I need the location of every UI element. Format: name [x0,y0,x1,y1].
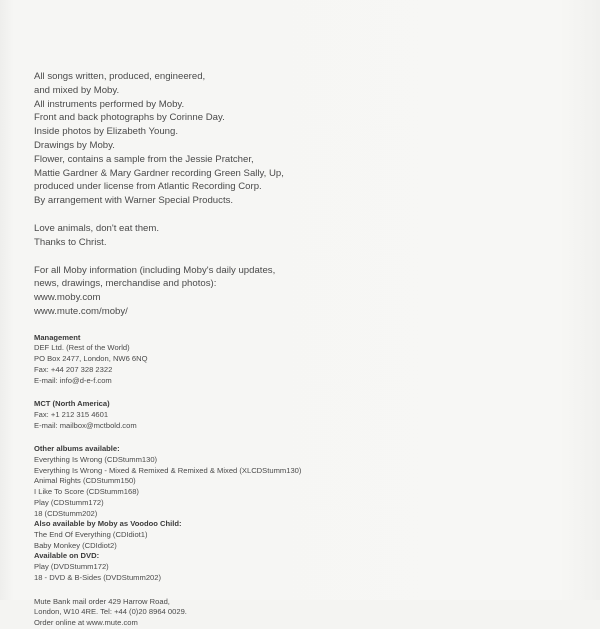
credit-line: By arrangement with Warner Special Products. [34,195,234,207]
album-item: I Like To Score (CDStumm168) [34,487,139,497]
management-line: DEF Ltd. (Rest of the World) [34,343,130,353]
credit-line: and mixed by Moby. [34,84,120,96]
credit-line: Drawings by Moby. [34,139,115,151]
album-item: Animal Rights (CDStumm150) [34,476,136,486]
dvd-item: Play (DVDStumm172) [34,562,109,572]
album-item: Everything Is Wrong (CDStumm130) [34,455,158,465]
website-mute: www.mute.com/moby/ [34,305,128,317]
credit-line: Flower, contains a sample from the Jessie Pratcher, [34,153,254,165]
credits-text-column [34,70,454,629]
website-moby: www.moby.com [34,292,101,304]
mct-line: E-mail: mailbox@mctbold.com [34,420,137,430]
note-line: Thanks to Christ. [34,236,107,248]
credit-line: Inside photos by Elizabeth Young. [34,126,179,138]
mail-order-info [34,597,454,629]
credit-line: Mattie Gardner & Mary Gardner recording Green Sally, Up, [34,167,284,179]
info-line: news, drawings, merchandise and photos): [34,278,217,290]
dvd-item: 18 - DVD & B-Sides (DVDStumm202) [34,572,162,582]
management-contact [34,333,454,387]
management-line: Fax: +44 207 328 2322 [34,364,113,374]
album-item: 18 (CDStumm202) [34,508,98,518]
management-heading: Management [34,332,81,342]
management-line: E-mail: info@d-e-f.com [34,375,112,385]
mct-line: Fax: +1 212 315 4601 [34,409,109,419]
mailorder-line: London, W10 4RE. Tel: +44 (0)20 8964 0029. [34,607,187,617]
album-item: Play (CDStumm172) [34,497,104,507]
info-websites [34,264,454,319]
credit-line: All songs written, produced, engineered, [34,71,206,82]
voodoo-album-item: The End Of Everything (CDIdiot1) [34,530,148,539]
personal-notes [34,222,454,250]
discography [34,444,454,583]
dvd-heading: Available on DVD: [34,551,100,561]
note-line: Love animals, don't eat them. [34,222,160,234]
album-item: Everything Is Wrong - Mixed & Remixed & Remixed & Mixed (XLCDStumm130) [34,465,302,475]
mct-heading: MCT (North America) [34,399,110,409]
mct-contact [34,399,454,431]
credit-line: produced under license from Atlantic Recording Corp. [34,181,262,193]
management-line: PO Box 2477, London, NW6 6NQ [34,354,148,364]
production-credits [34,70,454,208]
mailorder-line: Mute Bank mail order 429 Harrow Road, [34,596,170,606]
info-line: For all Moby information (including Moby's daily updates, [34,264,276,276]
credit-line: Front and back photographs by Corinne Day. [34,112,225,124]
mailorder-line: Order online at www.mute.com [34,617,138,627]
credit-line: All instruments performed by Moby. [34,98,185,110]
albums-heading: Other albums available: [34,444,120,454]
voodoo-child-heading: Also available by Moby as Voodoo Child: [34,519,182,529]
voodoo-album-item: Baby Monkey (CDIdiot2) [34,540,117,550]
